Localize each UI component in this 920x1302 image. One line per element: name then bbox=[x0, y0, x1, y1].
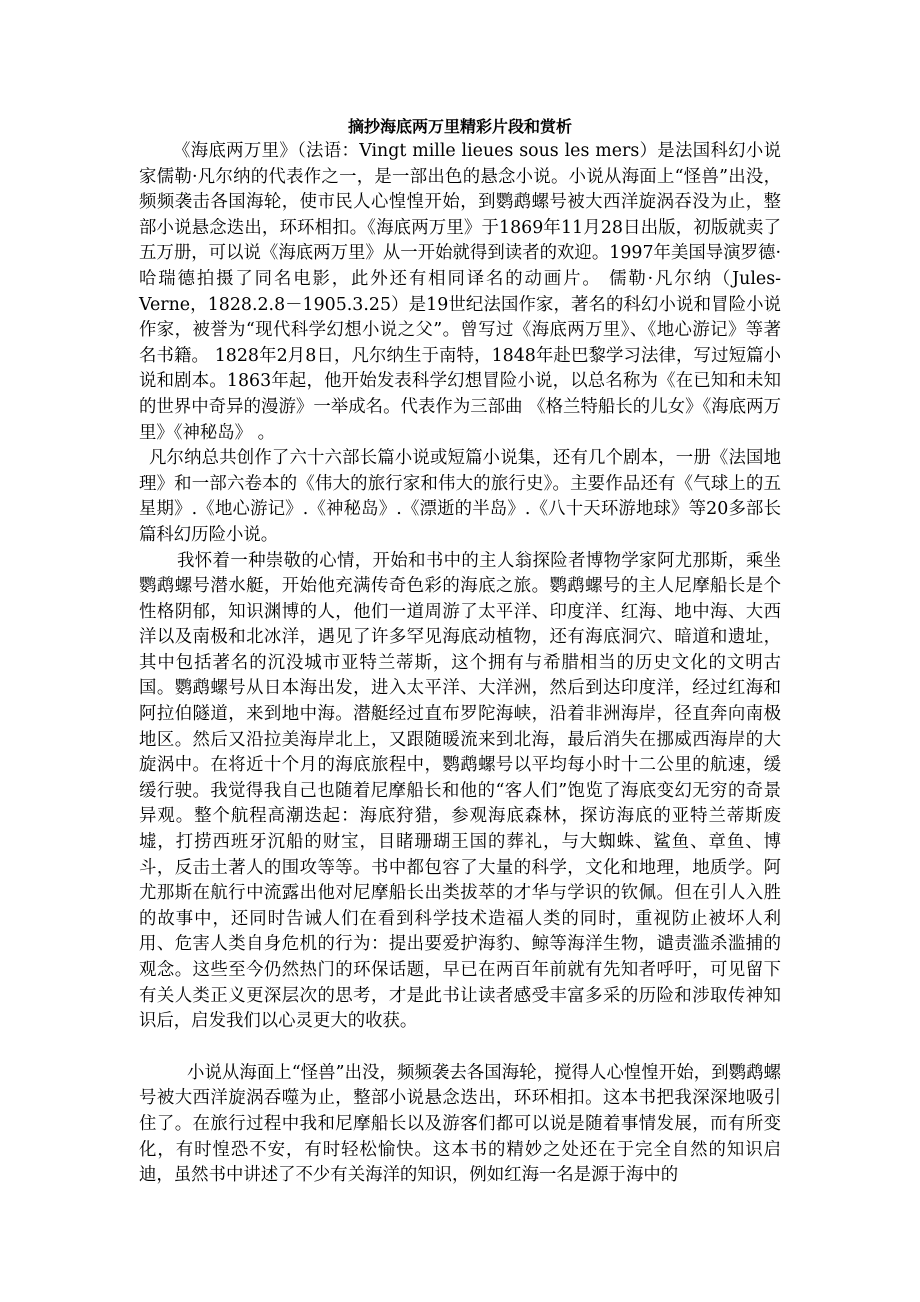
document-body bbox=[139, 114, 781, 1189]
document-title: 摘抄海底两万里精彩片段和赏析 bbox=[347, 117, 572, 136]
paragraph-reflection: 我怀着一种崇敬的心情，开始和书中的主人翁探险者博物学家阿尤那斯，乘坐鹦鹉螺号潜水艇，开始他充满传奇色彩的海底之旅。鹦鹉螺号的主人尼摩船长是个性格阴郁，知识渊博的人，他们一道周游了太平洋、印度洋、红海、地中海、大西洋以及南极和北冰洋，遇见了许多罕见海底动植物，还有海底洞穴、暗道和遗址，其中包括著名的沉没城市亚特兰蒂斯，这个拥有与希腊相当的历史文化的文明古国。鹦鹉螺号从日本海出发，进入太平洋、大洋洲，然后到达印度洋，经过红海和阿拉伯隧道，来到地中海。潜艇经过直布罗陀海峡，沿着非洲海岸，径直奔向南极地区。然后又沿拉美海岸北上，又跟随暖流来到北海，最后消失在挪威西海岸的大旋涡中。在将近十个月的海底旅程中，鹦鹉螺号以平均每小时十二公里的航速，缓缓行驶。我觉得我自己也随着尼摩船长和他的“客人们”饱览了海底变幻无穷的奇景异观。整个航程高潮迭起：海底狩猎，参观海底森林，探访海底的亚特兰蒂斯废墟，打捞西班牙沉船的财宝，目睹珊瑚王国的葬礼，与大蜘蛛、鲨鱼、章鱼、博斗，反击土著人的围攻等等。书中都包容了大量的科学，文化和地理，地质学。阿尤那斯在航行中流露出他对尼摩船长出类拔萃的才华与学识的钦佩。但在引人入胜的故事中，还同时告诫人们在看到科学技术造福人类的同时，重视防止被坏人利用、危害人类自身危机的行为：提出要爱护海豹、鲸等海洋生物，谴责滥杀滥捕的观念。这些至今仍然热门的环保话题，早已在两百年前就有先知者呼吁，可见留下有关人类正义更深层次的思考，才是此书让读者感受丰富多采的历险和涉取传神知识后，启发我们以心灵更大的收获。 bbox=[139, 550, 781, 1032]
paragraph-spacer bbox=[139, 1035, 781, 1061]
paragraph-intro: 《海底两万里》（法语：Vingt mille lieues sous les mers）是法国科幻小说家儒勒·凡尔纳的代表作之一，是一部出色的悬念小说。小说从海面上“怪兽”出没，频频袭击各国海轮，使市民人心惶惶开始，到鹦鹉螺号被大西洋旋涡吞没为止，整部小说悬念迭出，环环相扣。《海底两万里》于1869年11月28日出版，初版就卖了五万册，可以说《海底两万里》从一开始就得到读者的欢迎。1997年美国导演罗德·哈瑞德拍摄了同名电影，此外还有相同译名的动画片。 儒勒·凡尔纳（Jules-Verne，1828.2.8－1905.3.25）是19世纪法国作家，著名的科幻小说和冒险小说作家，被誉为“现代科学幻想小说之父”。曾写过《海底两万里》、《地心游记》等著名书籍。 1828年2月8日，凡尔纳生于南特，1848年赴巴黎学习法律，写过短篇小说和剧本。1863年起，他开始发表科学幻想冒险小说，以总名称为《在已知和未知的世界中奇异的漫游》一举成名。代表作为三部曲 《格兰特船长的儿女》《海底两万里》《神秘岛》 。 bbox=[139, 141, 781, 443]
paragraph-works: 凡尔纳总共创作了六十六部长篇小说或短篇小说集，还有几个剧本，一册《法国地理》和一部六卷本的《伟大的旅行家和伟大的旅行史》。主要作品还有《气球上的五星期》.《地心游记》.《神秘岛》.《漂逝的半岛》.《八十天环游地球》等20多部长篇科幻历险小说。 bbox=[139, 448, 781, 545]
paragraph-summary: 小说从海面上“怪兽”出没，频频袭去各国海轮，搅得人心惶惶开始，到鹦鹉螺号被大西洋旋涡吞噬为止，整部小说悬念迭出，环环相扣。这本书把我深深地吸引住了。在旅行过程中我和尼摩船长以及游客们都可以说是随着事情发展，而有所变化，有时惶恐不安，有时轻松愉快。这本书的精妙之处还在于完全自然的知识启迪，虽然书中讲述了不少有关海洋的知识，例如红海一名是源于海中的 bbox=[139, 1062, 781, 1186]
